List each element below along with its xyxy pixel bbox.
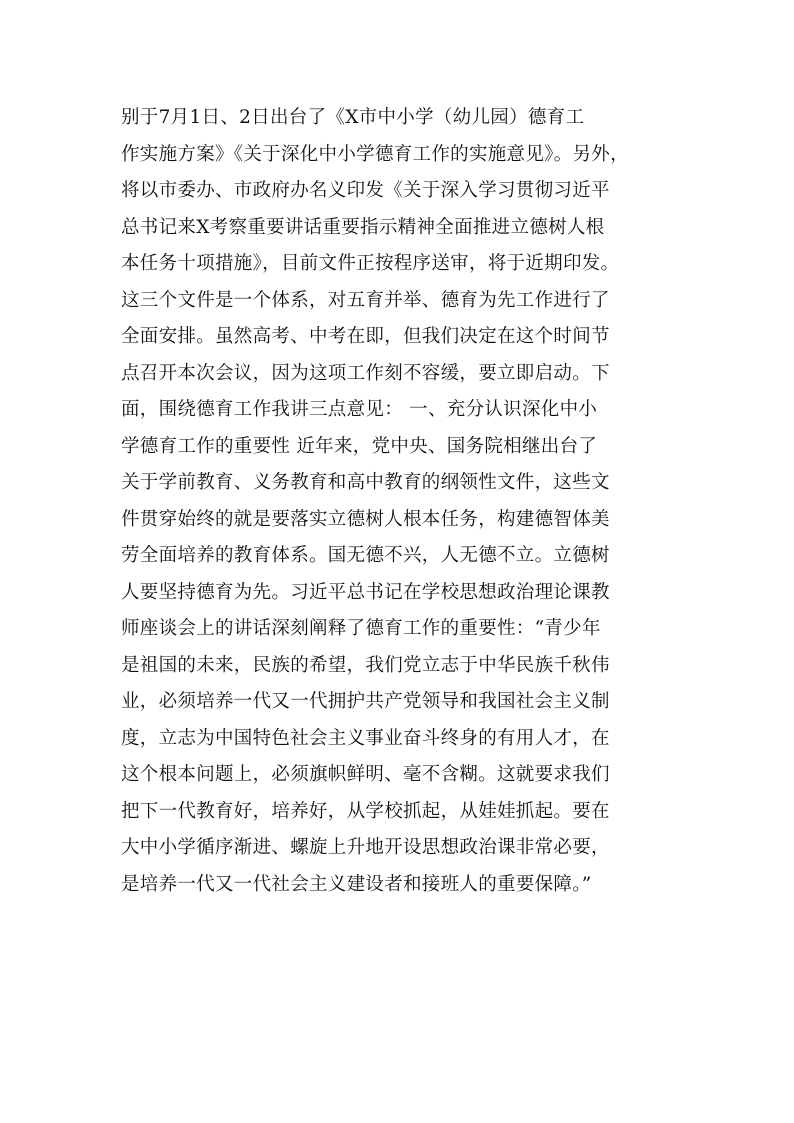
text-line: 大中小学循序渐进、螺旋上升地开设思想政治课非常必要， <box>121 837 610 858</box>
body-text <box>121 100 691 903</box>
text-line: 把下一代教育好，培养好，从学校抓起，从娃娃抓起。要在 <box>121 800 610 822</box>
text-line: 是培养一代又一代社会主义建设者和接班人的重要保障。” <box>121 873 592 895</box>
text-line: 作实施方案》《关于深化中小学德育工作的实施意见》。另外， <box>121 143 629 165</box>
text-line: 学德育工作的重要性 近年来，党中央、国务院相继出台了 <box>121 435 598 457</box>
text-line: 师座谈会上的讲话深刻阐释了德育工作的重要性：“青少年 <box>121 618 601 639</box>
text-line: 关于学前教育、义务教育和高中教育的纲领性文件，这些文 <box>121 472 610 493</box>
text-line: 是祖国的未来，民族的希望，我们党立志于中华民族千秋伟 <box>121 654 610 676</box>
text-line: 全面安排。虽然高考、中考在即，但我们决定在这个时间节 <box>121 326 610 347</box>
text-line: 度，立志为中国特色社会主义事业奋斗终身的有用人才，在 <box>121 727 610 749</box>
text-line: 面，围绕德育工作我讲三点意见： 一、充分认识深化中小 <box>121 399 598 420</box>
text-line: 这个根本问题上，必须旗帜鲜明、毫不含糊。这就要求我们 <box>121 764 610 785</box>
text-line: 这三个文件是一个体系，对五育并举、德育为先工作进行了 <box>121 289 610 311</box>
text-line: 劳全面培养的教育体系。国无德不兴，人无德不立。立德树 <box>121 545 610 566</box>
text-line: 点召开本次会议，因为这项工作刻不容缓，要立即启动。下 <box>121 362 610 384</box>
text-line: 别于7月1日、2日出台了《X市中小学（幼儿园）德育工 <box>121 107 585 128</box>
text-line: 业，必须培养一代又一代拥护共产党领导和我国社会主义制 <box>121 691 610 712</box>
text-line: 人要坚持德育为先。习近平总书记在学校思想政治理论课教 <box>121 581 610 603</box>
text-line: 总书记来X考察重要讲话重要指示精神全面推进立德树人根 <box>121 216 605 238</box>
text-line: 本任务十项措施》，目前文件正按程序送审，将于近期印发。 <box>121 253 620 274</box>
text-line: 将以市委办、市政府办名义印发《关于深入学习贯彻习近平 <box>121 180 610 201</box>
text-line: 件贯穿始终的就是要落实立德树人根本任务，构建德智体美 <box>121 508 610 530</box>
